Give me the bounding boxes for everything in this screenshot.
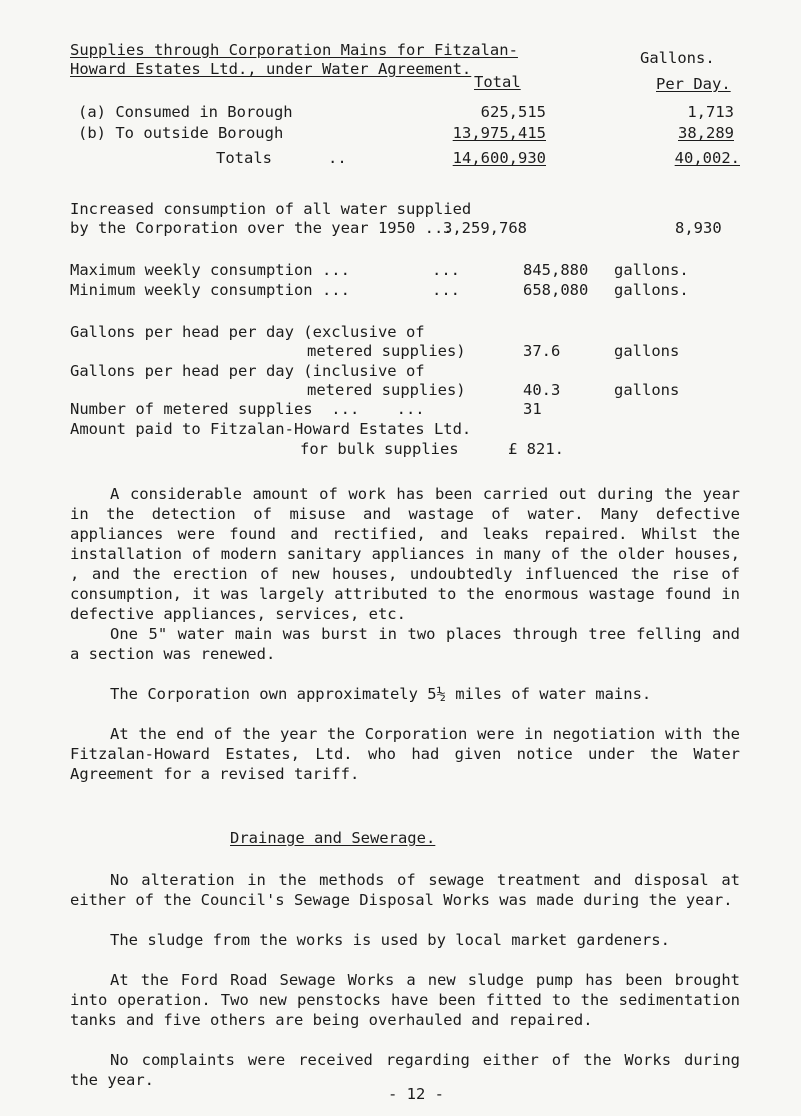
row-totals-label: Totals ..: [216, 149, 347, 167]
increase-per-day: 8,930: [675, 219, 722, 237]
min-weekly-label: Minimum weekly consumption ...: [70, 281, 350, 299]
row-consumed-total: 625,515: [480, 103, 546, 121]
gallons-heading: Gallons.: [640, 49, 715, 67]
increase-line1: Increased consumption of all water supplied: [70, 200, 472, 218]
paragraph-negotiation: At the end of the year the Corporation were in negotiation with the Fitzalan-Howard Estates, Ltd. who had given notice under the Water Agreement for a revised tariff.: [70, 725, 740, 783]
paragraph-sewage-treatment: No alteration in the methods of sewage treatment and disposal at either of the Council's Sewage Disposal Works was made during the year.: [70, 871, 740, 909]
inclusive-unit: gallons: [614, 381, 680, 399]
per-day-column-heading: Per Day.: [656, 75, 731, 93]
row-outside-label: (b) To outside Borough: [78, 124, 284, 142]
drainage-heading: Drainage and Sewerage.: [230, 829, 436, 847]
exclusive-value: 37.6: [523, 342, 561, 360]
row-consumed-label: (a) Consumed in Borough: [78, 103, 293, 121]
inclusive-label-line1: Gallons per head per day (inclusive of: [70, 362, 425, 380]
inclusive-value: 40.3: [523, 381, 561, 399]
row-outside-total: 13,975,415: [452, 124, 546, 142]
amount-paid-value: £ 821.: [508, 440, 564, 458]
row-totals-total: 14,600,930: [452, 149, 546, 167]
body-paragraphs: [70, 484, 740, 1090]
max-weekly-label: Maximum weekly consumption ...: [70, 261, 350, 279]
paragraph-mains-length: The Corporation own approximately 5½ miles of water mains.: [110, 685, 652, 703]
table-title-line1: Supplies through Corporation Mains for Fitzalan-: [70, 41, 518, 59]
inclusive-label-line2: metered supplies): [307, 381, 466, 399]
row-consumed-per-day: 1,713: [687, 103, 734, 121]
metered-supplies-label: Number of metered supplies ... ...: [70, 400, 425, 418]
paragraph-wastage: A considerable amount of work has been carried out during the year in the detection of misuse and wastage of water. Many defective appliances were found and rectified, and leaks repaired. Whilst the installation of modern sanitary appliances in many of the older houses, , and the erection of new houses, undoubtedly influenced the rise of consumption, it was largely attributed to the enormous wastage found in defective appliances, services, etc.: [70, 485, 740, 623]
exclusive-label-line2: metered supplies): [307, 342, 466, 360]
min-weekly-unit: gallons.: [614, 281, 689, 299]
metered-supplies-value: 31: [523, 400, 542, 418]
paragraph-complaints: No complaints were received regarding either of the Works during the year.: [70, 1051, 740, 1089]
increase-total: 3,259,768: [443, 219, 527, 237]
row-outside-per-day: 38,289: [678, 124, 734, 142]
min-weekly-value: 658,080: [523, 281, 589, 299]
paragraph-ford-road: At the Ford Road Sewage Works a new sludge pump has been brought into operation. Two new penstocks have been fitted to the sedimentation tanks and five others are being overhauled and repaired.: [70, 971, 740, 1029]
amount-paid-line2: for bulk supplies: [300, 440, 459, 458]
total-column-heading: Total: [474, 73, 521, 91]
row-totals-per-day: 40,002.: [674, 149, 740, 167]
max-weekly-dots: ...: [432, 261, 460, 279]
paragraph-sludge-use: The sludge from the works is used by local market gardeners.: [110, 931, 670, 949]
page-number: - 12 -: [388, 1085, 444, 1103]
min-weekly-dots: ...: [432, 281, 460, 299]
increase-line2: by the Corporation over the year 1950 ...: [70, 219, 453, 237]
amount-paid-line1: Amount paid to Fitzalan-Howard Estates Ltd.: [70, 420, 472, 438]
table-title-line2: Howard Estates Ltd., under Water Agreement.: [70, 60, 472, 78]
max-weekly-value: 845,880: [523, 261, 589, 279]
exclusive-unit: gallons: [614, 342, 680, 360]
max-weekly-unit: gallons.: [614, 261, 689, 279]
paragraph-main-burst: One 5" water main was burst in two places through tree felling and a section was renewed.: [70, 625, 740, 663]
exclusive-label-line1: Gallons per head per day (exclusive of: [70, 323, 425, 341]
